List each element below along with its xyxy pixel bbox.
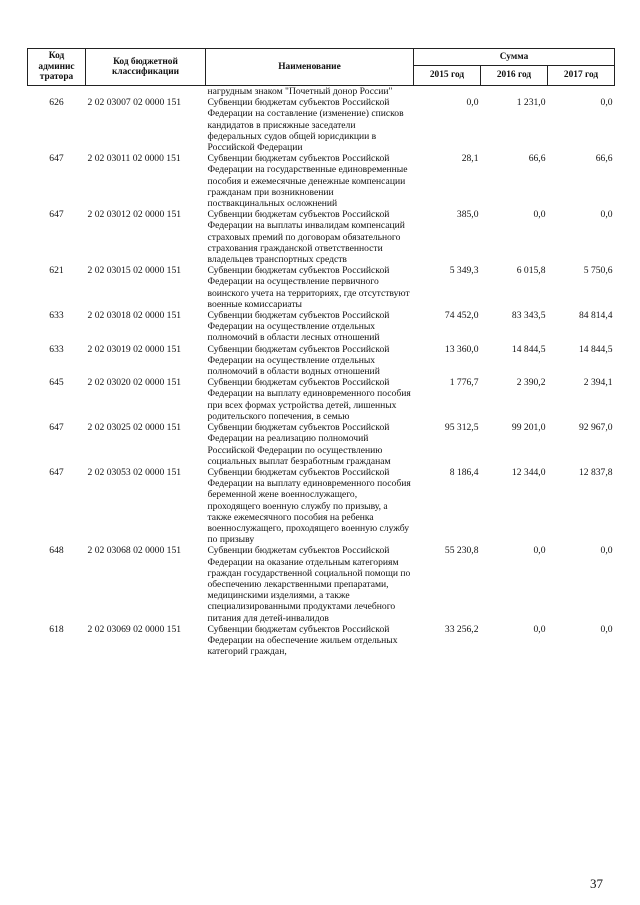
sum-2017-cell: 92 967,0 bbox=[578, 422, 613, 434]
header-year-2017: 2017 год bbox=[548, 66, 615, 86]
sum-2017-cell: 2 394,1 bbox=[583, 377, 613, 389]
header-name: Наименование bbox=[206, 49, 414, 86]
sum-2016-cell: 12 344,0 bbox=[511, 466, 546, 478]
name-cell: Субвенции бюджетам субъектов Российской Федерации на реализацию полномочий Российской Федерации по осуществлению социальных выплат безработным гражданам bbox=[207, 422, 391, 467]
sum-2017-cell: 84 814,4 bbox=[578, 310, 613, 322]
name-cell: Субвенции бюджетам субъектов Российской Федерации на выплату единовременного пособия беременной жене военнослужащего, проходящего военную службу по призыву, а также ежемесячного пособия на ребенка военнослужащего, проходящего военную службу по призыву bbox=[207, 466, 411, 546]
name-cell: Субвенции бюджетам субъектов Российской Федерации на выплаты инвалидам компенсаций страховых премий по договорам обязательного страхования гражданской ответственности владельцев транспортных средств bbox=[207, 209, 405, 266]
continuation-text: нагрудным знаком "Почетный донор России" bbox=[207, 86, 393, 97]
table-row bbox=[28, 153, 615, 209]
header-budget-code: Код бюджетной классификации bbox=[86, 49, 206, 86]
sum-2017-cell: 0,0 bbox=[600, 623, 613, 635]
table-row bbox=[28, 422, 615, 467]
sum-2017-cell: 12 837,8 bbox=[578, 466, 613, 478]
sum-2015-cell: 8 186,4 bbox=[449, 466, 479, 478]
admin-code-cell: 633 bbox=[49, 310, 64, 322]
table-row bbox=[28, 467, 615, 545]
sum-2015-cell: 33 256,2 bbox=[444, 623, 479, 635]
sum-2016-cell: 0,0 bbox=[533, 209, 546, 221]
sum-2016-cell: 0,0 bbox=[533, 623, 546, 635]
table-row bbox=[28, 545, 615, 623]
budget-table bbox=[27, 48, 615, 657]
name-cell: Субвенции бюджетам субъектов Российской Федерации на оказание отдельным категориям граждан государственной социальной помощи по обеспечению лекарственными препаратами, медицинскими изделиями, а также специализированными продуктами лечебного питания для детей-инвалидов bbox=[207, 545, 411, 624]
budget-code-cell: 2 02 03012 02 0000 151 bbox=[87, 209, 182, 221]
sum-2017-cell: 5 750,6 bbox=[583, 265, 613, 277]
table-row bbox=[28, 209, 615, 265]
sum-2015-cell: 74 452,0 bbox=[444, 310, 479, 322]
sum-2017-cell: 0,0 bbox=[600, 545, 613, 557]
header-admin-code: Код админис тратора bbox=[28, 49, 86, 86]
sum-2016-cell: 2 390,2 bbox=[516, 377, 546, 389]
admin-code-cell: 618 bbox=[49, 623, 64, 635]
sum-2016-cell: 14 844,5 bbox=[511, 343, 546, 355]
sum-2015-cell: 1 776,7 bbox=[449, 377, 479, 389]
admin-code-cell: 647 bbox=[49, 466, 64, 478]
admin-code-cell: 647 bbox=[49, 209, 64, 221]
header-year-2016: 2016 год bbox=[481, 66, 548, 86]
admin-code-cell: 647 bbox=[49, 422, 64, 434]
sum-2016-cell: 99 201,0 bbox=[511, 422, 546, 434]
name-cell: Субвенции бюджетам субъектов Российской Федерации на государственные единовременные пособия и ежемесячные денежные компенсации гражданам при возникновении поствакцинальных осложнений bbox=[207, 153, 408, 210]
admin-code-cell: 633 bbox=[49, 343, 64, 355]
sum-2015-cell: 385,0 bbox=[456, 209, 479, 221]
sum-2017-cell: 14 844,5 bbox=[578, 343, 613, 355]
sum-2016-cell: 66,6 bbox=[528, 153, 546, 165]
budget-code-cell: 2 02 03011 02 0000 151 bbox=[87, 153, 181, 165]
table-row bbox=[28, 377, 615, 422]
name-cell: Субвенции бюджетам субъектов Российской Федерации на осуществление первичного воинского учета на территориях, где отсутствуют военные комиссариаты bbox=[207, 265, 410, 310]
name-cell: Субвенции бюджетам субъектов Российской Федерации на выплату единовременного пособия при всех формах устройства детей, лишенных родительского попечения, в семью bbox=[207, 377, 411, 422]
admin-code-cell: 647 bbox=[49, 153, 64, 165]
sum-2016-cell: 0,0 bbox=[533, 545, 546, 557]
budget-code-cell: 2 02 03015 02 0000 151 bbox=[87, 265, 182, 277]
budget-code-cell: 2 02 03025 02 0000 151 bbox=[87, 422, 182, 434]
name-cell: Субвенции бюджетам субъектов Российской Федерации на осуществление отдельных полномочий в области лесных отношений bbox=[207, 310, 390, 344]
admin-code-cell: 621 bbox=[49, 265, 64, 277]
header-year-2015: 2015 год bbox=[414, 66, 481, 86]
sum-2015-cell: 55 230,8 bbox=[444, 545, 479, 557]
table-row bbox=[28, 344, 615, 378]
sum-2017-cell: 66,6 bbox=[595, 153, 613, 165]
name-cell: Субвенции бюджетам субъектов Российской Федерации на обеспечение жильем отдельных категорий граждан, bbox=[207, 623, 398, 658]
budget-code-cell: 2 02 03019 02 0000 151 bbox=[87, 343, 182, 355]
sum-2016-cell: 1 231,0 bbox=[516, 97, 546, 109]
sum-2017-cell: 0,0 bbox=[600, 209, 613, 221]
table-row bbox=[28, 310, 615, 344]
sum-2017-cell: 0,0 bbox=[600, 97, 613, 109]
sum-2016-cell: 83 343,5 bbox=[511, 310, 546, 322]
budget-code-cell: 2 02 03020 02 0000 151 bbox=[87, 377, 182, 389]
budget-code-cell: 2 02 03053 02 0000 151 bbox=[87, 466, 182, 478]
continuation-row bbox=[28, 86, 615, 98]
sum-2015-cell: 0,0 bbox=[466, 97, 479, 109]
budget-code-cell: 2 02 03069 02 0000 151 bbox=[87, 623, 182, 635]
table-row bbox=[28, 265, 615, 310]
name-cell: Субвенции бюджетам субъектов Российской Федерации на осуществление отдельных полномочий в области водных отношений bbox=[207, 343, 390, 378]
header-sum: Сумма bbox=[414, 49, 615, 66]
budget-code-cell: 2 02 03068 02 0000 151 bbox=[87, 545, 182, 557]
sum-2015-cell: 13 360,0 bbox=[444, 343, 479, 355]
budget-code-cell: 2 02 03007 02 0000 151 bbox=[87, 97, 182, 109]
table-row bbox=[28, 624, 615, 658]
admin-code-cell: 626 bbox=[49, 97, 64, 109]
page-number: 37 bbox=[590, 876, 603, 891]
admin-code-cell: 645 bbox=[49, 377, 64, 389]
sum-2015-cell: 5 349,3 bbox=[449, 265, 479, 277]
sum-2015-cell: 28,1 bbox=[461, 153, 479, 165]
admin-code-cell: 648 bbox=[49, 545, 64, 557]
name-cell: Субвенции бюджетам субъектов Российской Федерации на составление (изменение) списков кандидатов в присяжные заседатели федеральных судов общей юрисдикции в Российской Федерации bbox=[207, 97, 404, 154]
table-row bbox=[28, 97, 615, 153]
sum-2016-cell: 6 015,8 bbox=[516, 265, 546, 277]
budget-code-cell: 2 02 03018 02 0000 151 bbox=[87, 310, 182, 322]
sum-2015-cell: 95 312,5 bbox=[444, 422, 479, 434]
